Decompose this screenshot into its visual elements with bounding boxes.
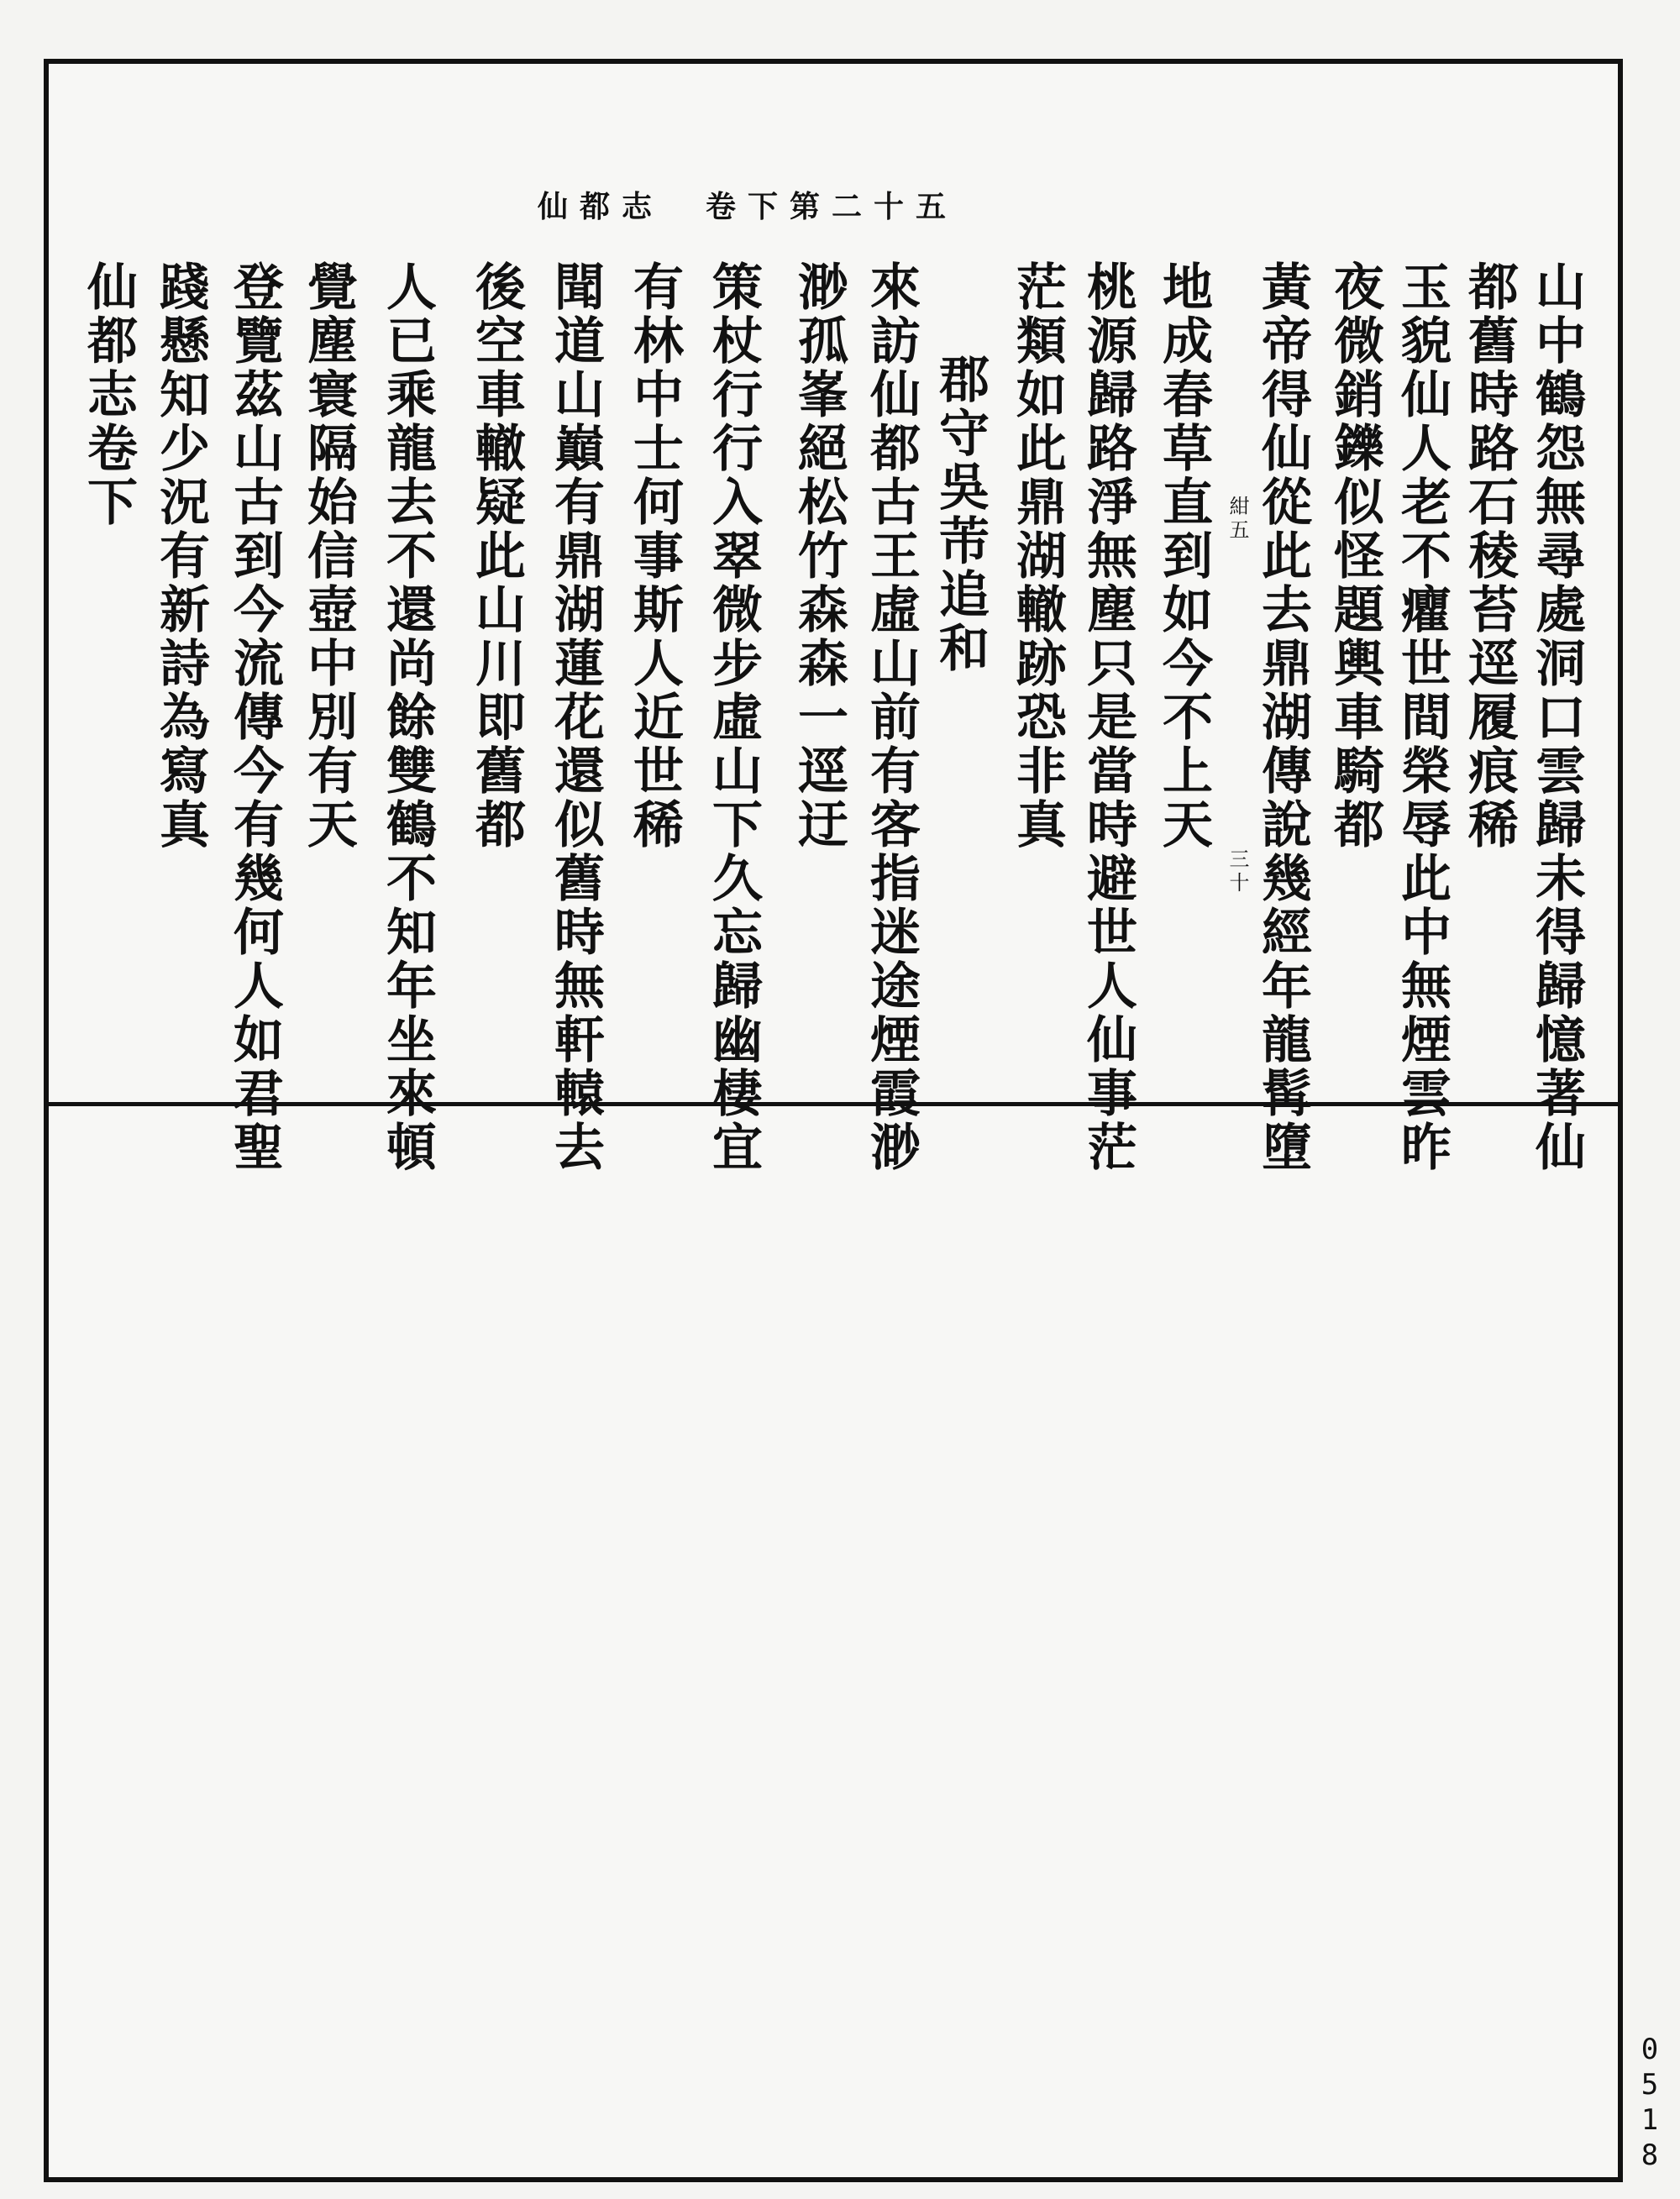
text-column: 夜微銷鑠似怪題輿車騎都 — [1326, 260, 1384, 852]
text-column: 有林中士何事斯人近世稀 — [625, 260, 684, 852]
page-number: 0518 — [1633, 2033, 1667, 2174]
text-column: 人已乘龍去不還尚餘雙鶴不知年坐來頓 — [378, 260, 437, 1174]
text-column: 山中鶴怨無尋處洞口雲歸未得歸憶著仙 — [1527, 260, 1586, 1174]
text-column: 聞道山巔有鼎湖蓮花還似舊時無軒轅去 — [546, 260, 605, 1174]
text-column: 踐懸知少況有新詩為寫真 — [151, 260, 210, 852]
text-column: 來訪仙都古王虛山前有客指迷途煙霞渺 — [862, 260, 921, 1174]
text-column: 地成春草直到如今不上天 — [1154, 260, 1213, 852]
text-column: 茫類如此鼎湖轍跡恐非真 — [1008, 260, 1067, 852]
text-column: 登覽茲山古到今流傳今有幾何人如君聖 — [225, 260, 284, 1174]
marginal-note: 三十 — [1226, 848, 1249, 895]
text-column: 後空車轍疑此山川即舊都 — [467, 260, 526, 852]
text-column: 玉貌仙人老不癯世間榮辱此中無煙雲昨 — [1393, 260, 1452, 1174]
marginal-note: 紺五 — [1226, 496, 1249, 543]
text-column: 策杖行行入翠微步虛山下久忘歸幽棲宜 — [704, 260, 763, 1174]
text-column: 郡守吳芾追和 — [931, 353, 990, 675]
text-column: 黃帝得仙從此去鼎湖傳說幾經年龍髯墮 — [1253, 260, 1312, 1174]
running-header: 仙都志 卷下第二十五 — [538, 189, 958, 224]
text-column: 仙都志卷下 — [79, 260, 138, 529]
text-column: 渺孤峯絕松竹森森一逕迂 — [790, 260, 848, 852]
text-column: 都舊時路石稜苔逕履痕稀 — [1460, 260, 1519, 852]
text-column: 桃源歸路淨無塵只是當時避世人仙事茫 — [1079, 260, 1137, 1174]
text-column: 覺塵寰隔始信壺中別有天 — [299, 260, 358, 852]
